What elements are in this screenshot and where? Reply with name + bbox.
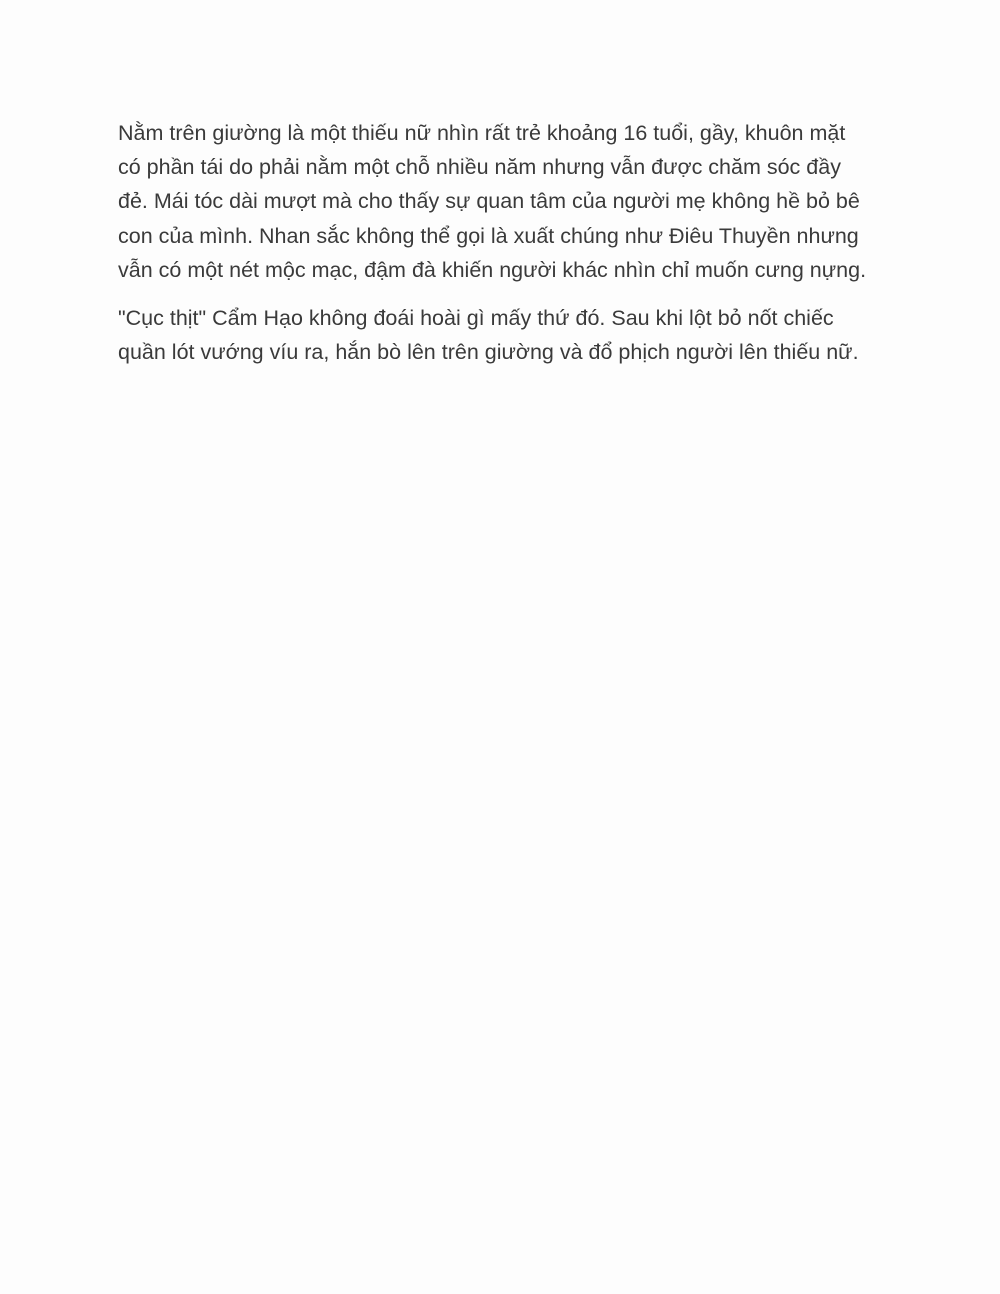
paragraph-line: con của mình. Nhan sắc không thể gọi là xuất chúng như Điêu Thuyền nhưng <box>118 223 859 248</box>
document-body <box>118 116 898 383</box>
paragraph-line: có phần tái do phải nằm một chỗ nhiều năm nhưng vẫn được chăm sóc đầy <box>118 155 841 180</box>
paragraph-line: đẻ. Mái tóc dài mượt mà cho thấy sự quan tâm của người mẹ không hề bỏ bê <box>118 189 860 214</box>
paragraph-line: "Cục thịt" Cẩm Hạo không đoái hoài gì mấy thứ đó. Sau khi lột bỏ nốt chiếc <box>118 306 834 331</box>
paragraph-line: quần lót vướng víu ra, hắn bò lên trên giường và đổ phịch người lên thiếu nữ. <box>118 340 859 365</box>
paragraph-line: vẫn có một nét mộc mạc, đậm đà khiến người khác nhìn chỉ muốn cưng nựng. <box>118 257 867 282</box>
paragraph-line: Nằm trên giường là một thiếu nữ nhìn rất trẻ khoảng 16 tuổi, gầy, khuôn mặt <box>118 121 846 145</box>
paragraph-1 <box>118 116 898 287</box>
paragraph-2 <box>118 301 898 369</box>
